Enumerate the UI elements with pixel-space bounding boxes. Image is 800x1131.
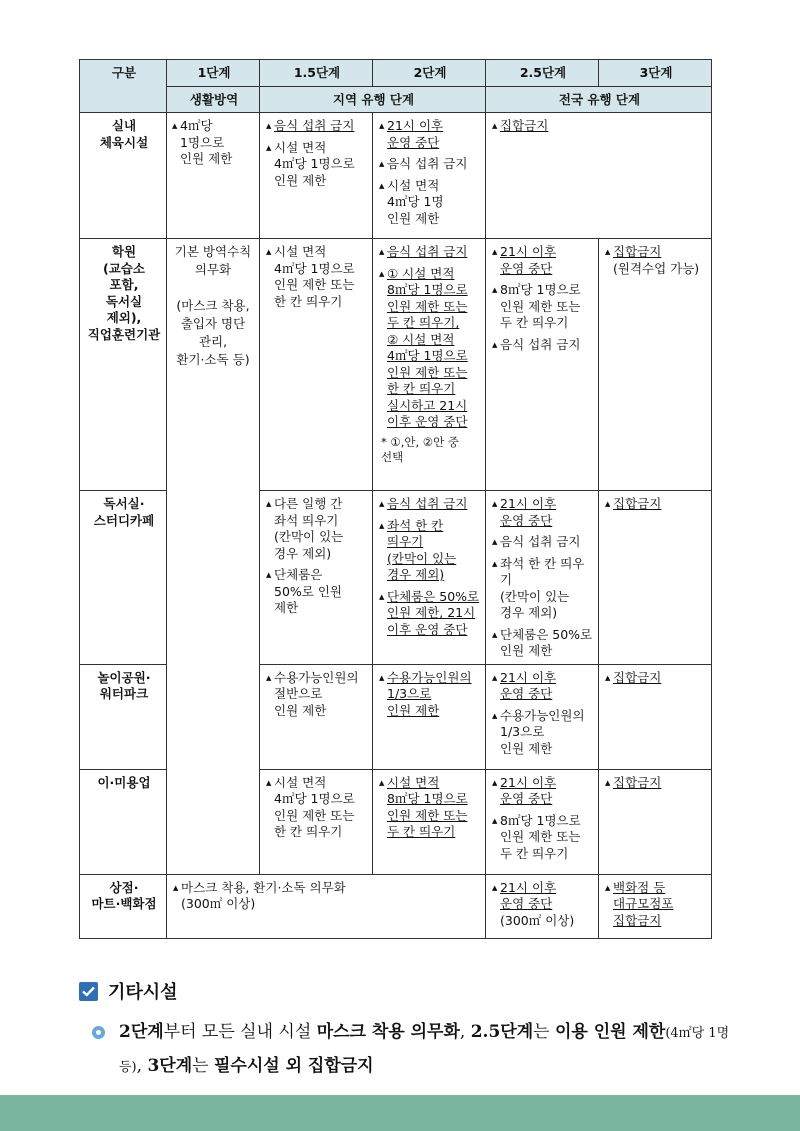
bullet-item — [492, 880, 594, 930]
cell-level-3 — [599, 664, 712, 769]
cell-level-2-5 — [486, 239, 599, 491]
bullet-text — [500, 244, 556, 277]
bullet-text — [613, 880, 673, 930]
cell-level-3 — [599, 874, 712, 938]
triangle-bullet-icon: ▲ — [379, 592, 385, 601]
bullet-text — [613, 244, 699, 277]
bullet-text-extra: (원격수업 가능) — [613, 260, 700, 276]
bullet-text — [387, 670, 472, 720]
triangle-bullet-icon: ▲ — [172, 122, 178, 130]
triangle-bullet-icon: ▲ — [266, 673, 272, 682]
bullet-text — [387, 589, 479, 639]
cell-level-3 — [599, 491, 712, 665]
bullet-item — [492, 337, 594, 354]
bullet-item — [266, 670, 368, 720]
cell-level-3 — [599, 769, 712, 874]
row-heading — [80, 113, 167, 239]
paragraph-run: 2단계 — [119, 1022, 164, 1042]
triangle-bullet-icon: ▲ — [266, 778, 272, 787]
bullet-text — [500, 282, 581, 332]
bullet-text — [387, 496, 467, 513]
row-heading-text: 독서실· 스터디카페 — [93, 496, 155, 528]
bullet-item — [492, 813, 594, 863]
bullet-text — [613, 496, 661, 513]
paragraph-run: , — [136, 1056, 148, 1076]
bullet-text — [274, 496, 343, 562]
cell-level-1-2 — [167, 874, 486, 938]
triangle-bullet-icon: ▲ — [266, 571, 272, 579]
bullet-text — [387, 266, 468, 431]
bullet-text-main: 음식 섭취 금지 — [387, 156, 468, 171]
paragraph-run: 부터 모든 실내 시설 — [163, 1022, 317, 1042]
bullet-text-main: 집합금지 — [500, 118, 549, 133]
bullet-text-main: 21시 이후 운영 중단 — [500, 496, 557, 528]
section-title: 기타시설 — [108, 982, 178, 1003]
header-level-1: 1단계 — [167, 60, 260, 87]
bullet-item — [492, 708, 594, 758]
triangle-bullet-icon: ▲ — [173, 883, 179, 892]
bullet-item — [379, 496, 481, 513]
bullet-text-main: 시설 면적 4㎡당 1명으로 인원 제한 또는 한 칸 띄우기 — [274, 244, 355, 309]
cell-level-2 — [373, 239, 486, 491]
triangle-bullet-icon: ▲ — [492, 630, 498, 639]
triangle-bullet-icon: ▲ — [379, 122, 385, 130]
header-category: 구분 — [80, 60, 167, 113]
row-heading-text: 상점· 마트·백화점 — [91, 879, 157, 911]
bullet-text-main: 단체룸은 50%로 인원 제한, 21시 이후 운영 중단 — [387, 588, 480, 637]
bullet-item — [379, 244, 481, 261]
bullet-item — [605, 244, 707, 277]
triangle-bullet-icon: ▲ — [492, 538, 498, 546]
bullet-text-main: 21시 이후 운영 중단 — [500, 669, 557, 701]
bullet-text-main: 시설 면적 4㎡당 1명으로 인원 제한 또는 한 칸 띄우기 — [274, 774, 355, 839]
bullet-text-main: 수용가능인원의 1/3으로 인원 제한 — [387, 669, 472, 718]
bullet-item — [492, 282, 594, 332]
bullet-icon — [92, 1026, 105, 1039]
bullet-item — [605, 880, 707, 930]
table-row — [80, 874, 712, 938]
bullet-text-main: 8㎡당 1명으로 인원 제한 또는 두 칸 띄우기 — [500, 282, 581, 330]
triangle-bullet-icon: ▲ — [379, 521, 385, 530]
bullet-text-main: 좌석 한 칸 띄우기 (칸막이 있는 경우 제외) — [500, 555, 585, 620]
cell-level-1-5 — [260, 239, 373, 491]
triangle-bullet-icon: ▲ — [266, 143, 272, 152]
bullet-text-main: 시설 면적 4㎡당 1명 인원 제한 — [387, 177, 444, 226]
bullet-item — [492, 244, 594, 277]
bullet-item — [492, 118, 707, 135]
row-heading-text: 놀이공원· 워터파크 — [97, 669, 151, 701]
bullet-text-main: 음식 섭취 금지 — [500, 534, 581, 549]
bullet-item — [266, 140, 368, 190]
bullet-text — [274, 567, 342, 617]
bullet-text-main: 21시 이후 운영 중단 — [387, 118, 444, 150]
bullet-text-main: 집합금지 — [613, 774, 662, 790]
table-row — [80, 113, 712, 239]
triangle-bullet-icon: ▲ — [379, 181, 385, 190]
bullet-item — [379, 156, 481, 173]
paragraph-run: 2.5단계 — [470, 1022, 534, 1042]
triangle-bullet-icon: ▲ — [492, 711, 498, 720]
other-facilities-heading — [79, 978, 178, 1004]
table-row — [80, 239, 712, 491]
paragraph-run: 이용 인원 제한 — [554, 1022, 666, 1042]
bullet-text — [613, 670, 661, 687]
bullet-text-main: ① 시설 면적 8㎡당 1명으로 인원 제한 또는 두 칸 띄우기, ② 시설 면적 4㎡당 1명으로 인원 제한 또는 한 칸 띄우기 실시하고 21시 이후 운영 중단 — [387, 265, 468, 429]
triangle-bullet-icon: ▲ — [492, 673, 498, 682]
bullet-text — [500, 556, 594, 622]
bullet-item — [266, 496, 368, 562]
bullet-text — [387, 244, 467, 261]
header-level-1-5: 1.5단계 — [260, 60, 373, 87]
bullet-text — [274, 670, 359, 720]
triangle-bullet-icon: ▲ — [379, 269, 385, 278]
triangle-bullet-icon: ▲ — [492, 778, 498, 787]
header-group-regional: 지역 유행 단계 — [260, 86, 486, 113]
row-heading — [80, 874, 167, 938]
bullet-text-main: 단체룸은 50%로 인원 제한 — [500, 626, 593, 658]
bullet-text-main: 백화점 등 대규모점포 집합금지 — [613, 879, 674, 928]
bullet-item — [492, 775, 594, 808]
bullet-text-main: 8㎡당 1명으로 인원 제한 또는 두 칸 띄우기 — [500, 812, 581, 861]
triangle-bullet-icon: ▲ — [492, 883, 498, 892]
bullet-item — [266, 118, 368, 135]
bullet-item — [605, 670, 707, 687]
bullet-item — [492, 534, 594, 551]
bullet-text — [274, 140, 355, 190]
header-level-2: 2단계 — [373, 60, 486, 87]
bullet-item — [172, 118, 255, 168]
bullet-text-main: 21시 이후 운영 중단 — [500, 879, 557, 911]
cell-level-2-5 — [486, 874, 599, 938]
triangle-bullet-icon: ▲ — [492, 340, 498, 349]
bullet-text-main: 음식 섭취 금지 — [387, 496, 468, 511]
bullet-text — [500, 627, 592, 660]
bullet-item — [492, 627, 594, 660]
header-level-2-5: 2.5단계 — [486, 60, 599, 87]
triangle-bullet-icon: ▲ — [266, 248, 272, 256]
triangle-bullet-icon: ▲ — [605, 248, 611, 256]
footer-band — [0, 1095, 800, 1131]
bullet-text — [500, 775, 556, 808]
cell-level-2-5-3 — [486, 113, 712, 239]
triangle-bullet-icon: ▲ — [379, 778, 385, 787]
bullet-text — [387, 156, 467, 173]
bullet-text — [274, 118, 354, 135]
bullet-item — [492, 670, 594, 703]
cell-level-2 — [373, 491, 486, 665]
cell-level-3 — [599, 239, 712, 491]
triangle-bullet-icon: ▲ — [492, 286, 498, 294]
triangle-bullet-icon: ▲ — [605, 673, 611, 682]
bullet-text — [500, 708, 585, 758]
paragraph-run: 마스크 착용 의무화 — [316, 1022, 460, 1042]
bullet-item — [266, 567, 368, 617]
triangle-bullet-icon: ▲ — [379, 160, 385, 168]
bullet-text — [387, 118, 443, 151]
distancing-table — [79, 59, 712, 939]
cell-level-1-5 — [260, 769, 373, 874]
triangle-bullet-icon: ▲ — [492, 122, 498, 130]
bullet-item — [379, 670, 481, 720]
summary-paragraph — [92, 1016, 732, 1084]
bullet-text-main: 수용가능인원의 1/3으로 인원 제한 — [500, 707, 585, 756]
bullet-text-main: 음식 섭취 금지 — [500, 336, 581, 352]
bullet-item — [492, 556, 594, 622]
bullet-text — [387, 178, 444, 228]
cell-level-1-5 — [260, 664, 373, 769]
triangle-bullet-icon: ▲ — [266, 122, 272, 130]
paragraph-run: 3단계 — [147, 1056, 193, 1076]
triangle-bullet-icon: ▲ — [605, 778, 611, 787]
paragraph-run: 는 — [192, 1056, 214, 1076]
header-level-3: 3단계 — [599, 60, 712, 87]
triangle-bullet-icon: ▲ — [379, 500, 385, 508]
bullet-text — [387, 518, 456, 584]
bullet-item — [605, 775, 707, 792]
row-heading-text: 실내 체육시설 — [99, 118, 149, 150]
bullet-text-main: 4㎡당 1명으로 인원 제한 — [180, 118, 233, 166]
bullet-text — [181, 880, 346, 913]
cell-level-2-5 — [486, 769, 599, 874]
bullet-text-main: 집합금지 — [613, 669, 662, 685]
basic-rules-cell — [167, 239, 260, 875]
cell-level-1-5 — [260, 491, 373, 665]
triangle-bullet-icon: ▲ — [266, 500, 272, 508]
bullet-text — [500, 534, 580, 551]
triangle-bullet-icon: ▲ — [379, 673, 385, 682]
bullet-item — [379, 518, 481, 584]
bullet-text-main: 21시 이후 운영 중단 — [500, 244, 557, 276]
bullet-item — [173, 880, 481, 913]
bullet-item — [379, 775, 481, 841]
cell-level-1 — [167, 113, 260, 239]
triangle-bullet-icon: ▲ — [492, 816, 498, 825]
paragraph-run: (4㎡당 1명 등) — [119, 1026, 730, 1075]
bullet-item — [266, 775, 368, 841]
basic-rules-text: 기본 방역수칙 의무화 (마스크 착용, 출입자 명단 관리, 환기·소독 등) — [174, 244, 252, 367]
bullet-text-main: 단체룸은 50%로 인원 제한 — [274, 567, 342, 615]
triangle-bullet-icon: ▲ — [605, 500, 611, 508]
bullet-text — [274, 244, 355, 310]
bullet-text-main: 좌석 한 칸 띄우기 (칸막이 있는 경우 제외) — [387, 517, 457, 582]
header-group-daily: 생활방역 — [167, 86, 260, 113]
bullet-text — [274, 775, 355, 841]
bullet-text-main: 집합금지 — [613, 244, 662, 259]
bullet-item — [379, 266, 481, 431]
bullet-text — [500, 670, 556, 703]
row-heading — [80, 664, 167, 769]
bullet-text-extra: (300㎡ 이상) — [500, 912, 575, 928]
bullet-text — [500, 496, 556, 529]
cell-level-2 — [373, 664, 486, 769]
summary-text — [119, 1016, 732, 1084]
triangle-bullet-icon: ▲ — [605, 883, 611, 892]
bullet-text-main: 21시 이후 운영 중단 — [500, 774, 557, 806]
paragraph-run: , — [459, 1022, 471, 1042]
row-heading-text: 학원 (교습소 포함, 독서실 제외), 직업훈련기관 — [87, 244, 161, 342]
cell-level-1-5 — [260, 113, 373, 239]
bullet-item — [492, 496, 594, 529]
paragraph-run: 필수시설 외 집합금지 — [213, 1056, 374, 1076]
bullet-text — [387, 775, 468, 841]
bullet-text-main: 시설 면적 4㎡당 1명으로 인원 제한 — [274, 139, 355, 188]
cell-level-2 — [373, 113, 486, 239]
checkbox-icon — [79, 982, 98, 1001]
bullet-text — [500, 337, 580, 354]
bullet-item — [266, 244, 368, 310]
paragraph-run: 는 — [533, 1022, 555, 1042]
bullet-item — [605, 496, 707, 513]
bullet-text — [613, 775, 661, 792]
bullet-item — [379, 589, 481, 639]
bullet-text — [500, 880, 574, 930]
bullet-text-main: 음식 섭취 금지 — [274, 118, 355, 133]
triangle-bullet-icon: ▲ — [492, 559, 498, 568]
row-heading — [80, 239, 167, 491]
selection-note: * ①,안, ②안 중 선택 — [381, 434, 459, 464]
row-heading-text: 이·미용업 — [97, 774, 151, 790]
bullet-text-main: 집합금지 — [613, 496, 662, 511]
bullet-text-main: 시설 면적 8㎡당 1명으로 인원 제한 또는 두 칸 띄우기 — [387, 774, 468, 839]
bullet-text — [500, 118, 548, 135]
bullet-text-main: 다른 일행 간 좌석 띄우기 (칸막이 있는 경우 제외) — [274, 496, 344, 561]
bullet-text-main: 음식 섭취 금지 — [387, 244, 468, 259]
cell-level-2-5 — [486, 491, 599, 665]
triangle-bullet-icon: ▲ — [379, 248, 385, 256]
triangle-bullet-icon: ▲ — [492, 248, 498, 256]
row-heading — [80, 491, 167, 665]
bullet-text — [180, 118, 232, 168]
bullet-text — [500, 813, 581, 863]
bullet-text-main: 수용가능인원의 절반으로 인원 제한 — [274, 669, 359, 718]
bullet-text-main: 마스크 착용, 환기·소독 의무화 (300㎡ 이상) — [181, 879, 346, 911]
bullet-item — [379, 118, 481, 151]
cell-level-2-5 — [486, 664, 599, 769]
bullet-item — [379, 178, 481, 228]
cell-level-2 — [373, 769, 486, 874]
triangle-bullet-icon: ▲ — [492, 500, 498, 508]
header-group-national: 전국 유행 단계 — [486, 86, 712, 113]
row-heading — [80, 769, 167, 874]
